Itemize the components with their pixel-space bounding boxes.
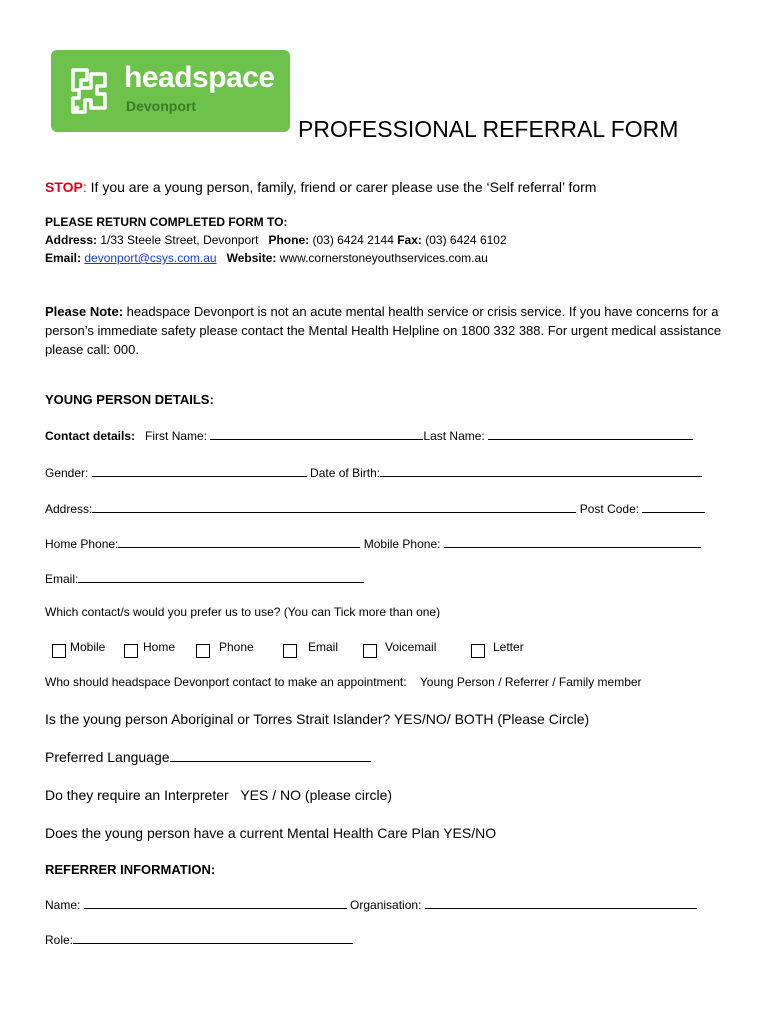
dob-label: Date of Birth: bbox=[310, 466, 381, 480]
mobile-checkbox[interactable] bbox=[52, 644, 66, 658]
fax-label: Fax: bbox=[397, 233, 422, 247]
phone-option-label: Phone bbox=[219, 640, 254, 654]
dob-field[interactable] bbox=[380, 465, 702, 477]
logo-brand-text: headspace bbox=[124, 61, 275, 94]
form-title: PROFESSIONAL REFERRAL FORM bbox=[298, 116, 679, 142]
home-checkbox[interactable] bbox=[124, 644, 138, 658]
organisation-field[interactable] bbox=[425, 897, 697, 909]
address-field[interactable] bbox=[92, 501, 576, 513]
gender-field[interactable] bbox=[92, 465, 307, 477]
interpreter-question: Do they require an Interpreter bbox=[45, 787, 229, 803]
postcode-label: Post Code: bbox=[579, 502, 640, 516]
letter-option-label: Letter bbox=[493, 640, 524, 654]
gender-label: Gender: bbox=[45, 466, 89, 480]
home-option-label: Home bbox=[143, 640, 176, 654]
last-name-field[interactable] bbox=[488, 428, 693, 440]
organisation-label: Organisation: bbox=[350, 898, 422, 912]
stop-text: If you are a young person, family, friend or carer please use the ‘Self referral’ form bbox=[86, 179, 597, 195]
email-field-label: Email: bbox=[45, 572, 79, 586]
logo-location-text: Devonport bbox=[126, 98, 196, 114]
young-person-heading: YOUNG PERSON DETAILS: bbox=[45, 392, 214, 407]
address-value: 1/33 Steele Street, Devonport bbox=[97, 233, 259, 247]
phone-label: Phone: bbox=[268, 233, 310, 247]
referrer-name-field[interactable] bbox=[84, 897, 347, 909]
note-text: headspace Devonport is not an acute mental health service or crisis service. If you have concerns for a person’s immediate safety please contact the Mental Health Helpline on 1800 332 388. For urgent medical assistance please call: 000. bbox=[45, 304, 722, 357]
first-name-field[interactable] bbox=[210, 428, 423, 440]
stop-notice bbox=[45, 179, 596, 195]
phone-checkbox[interactable] bbox=[196, 644, 210, 658]
website-label: Website: bbox=[226, 251, 277, 265]
return-email-line bbox=[45, 251, 488, 265]
headspace-logo bbox=[51, 50, 290, 132]
language-field[interactable] bbox=[170, 749, 371, 762]
address-field-label: Address: bbox=[45, 502, 93, 516]
email-label: Email: bbox=[45, 251, 82, 265]
who-contact-question: Who should headspace Devonport contact to make an appointment: bbox=[45, 675, 407, 689]
return-heading: PLEASE RETURN COMPLETED FORM TO: bbox=[45, 215, 288, 229]
who-contact-row bbox=[45, 675, 642, 689]
interpreter-row bbox=[45, 787, 392, 803]
voicemail-checkbox[interactable] bbox=[363, 644, 377, 658]
fax-value: (03) 6424 6102 bbox=[421, 233, 507, 247]
care-plan-question: Does the young person have a current Mental Health Care Plan YES/NO bbox=[45, 825, 497, 841]
language-label: Preferred Language bbox=[45, 749, 170, 765]
postcode-field[interactable] bbox=[642, 501, 705, 513]
home-phone-label: Home Phone: bbox=[45, 537, 119, 551]
home-phone-field[interactable] bbox=[118, 536, 360, 548]
mobile-phone-field[interactable] bbox=[444, 536, 701, 548]
contact-pref-question: Which contact/s would you prefer us to use? (You can Tick more than one) bbox=[45, 605, 441, 619]
mobile-option-label: Mobile bbox=[70, 640, 106, 654]
please-note bbox=[45, 302, 725, 359]
email-field[interactable] bbox=[78, 571, 364, 583]
email-option-label: Email bbox=[308, 640, 339, 654]
first-name-label: First Name: bbox=[145, 429, 208, 443]
last-name-label: Last Name: bbox=[423, 429, 485, 443]
voicemail-option-label: Voicemail bbox=[385, 640, 437, 654]
address-label: Address: bbox=[45, 233, 98, 247]
role-label: Role: bbox=[45, 933, 74, 947]
language-row bbox=[45, 749, 371, 765]
role-field[interactable] bbox=[73, 932, 353, 944]
address-row bbox=[45, 501, 705, 516]
referrer-name-row bbox=[45, 897, 697, 912]
phone-row bbox=[45, 536, 701, 551]
who-contact-options: Young Person / Referrer / Family member bbox=[419, 675, 642, 689]
email-checkbox[interactable] bbox=[283, 644, 297, 658]
website-value: www.cornerstoneyouthservices.com.au bbox=[276, 251, 488, 265]
contact-details-row bbox=[45, 428, 693, 443]
stop-colon: : bbox=[82, 179, 87, 195]
email-row bbox=[45, 571, 364, 586]
phone-value: (03) 6424 2144 bbox=[309, 233, 394, 247]
referrer-heading: REFERRER INFORMATION: bbox=[45, 862, 216, 877]
referrer-name-label: Name: bbox=[45, 898, 81, 912]
stop-label: STOP bbox=[45, 179, 83, 195]
gender-dob-row bbox=[45, 465, 702, 480]
aboriginal-question: Is the young person Aboriginal or Torres Strait Islander? YES/NO/ BOTH (Please Circle) bbox=[45, 711, 590, 727]
role-row bbox=[45, 932, 353, 947]
headspace-head-icon bbox=[65, 64, 115, 118]
email-link[interactable]: devonport@csys.com.au bbox=[84, 251, 217, 265]
return-address-line bbox=[45, 233, 507, 247]
letter-checkbox[interactable] bbox=[471, 644, 485, 658]
mobile-phone-label: Mobile Phone: bbox=[363, 537, 441, 551]
contact-details-label: Contact details: bbox=[45, 429, 136, 443]
interpreter-options: YES / NO (please circle) bbox=[240, 787, 393, 803]
note-label: Please Note: bbox=[45, 304, 124, 319]
